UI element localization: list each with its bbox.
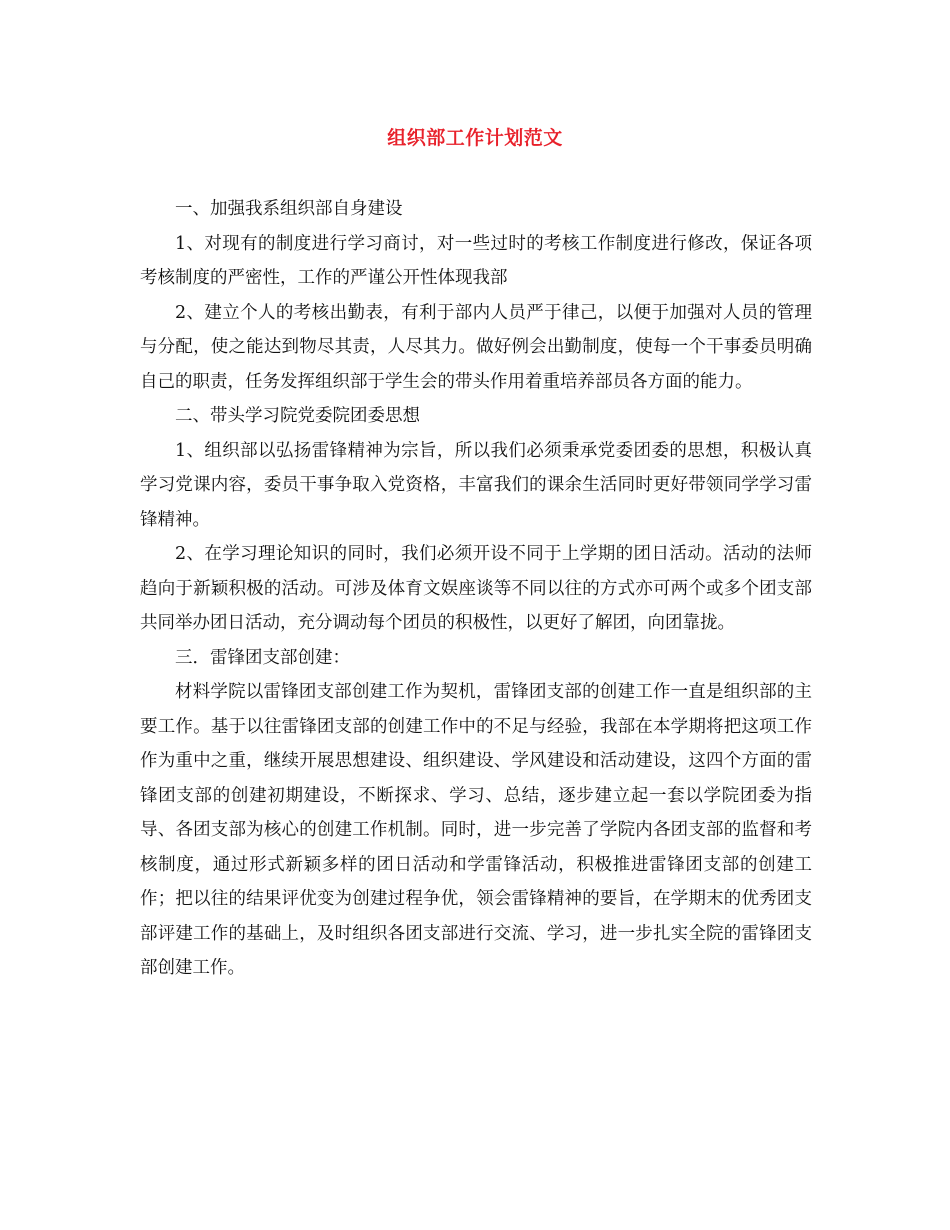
document-body bbox=[140, 192, 812, 986]
paragraph-1-1: 1、对现有的制度进行学习商讨，对一些过时的考核工作制度进行修改，保证各项考核制度的严密性，工作的严谨公开性体现我部 bbox=[140, 233, 812, 288]
heading-section-3: 三．雷锋团支部创建： bbox=[175, 647, 350, 668]
paragraph-2-2: 2、在学习理论知识的同时，我们必须开设不同于上学期的团日活动。活动的法师趋向于新颖积极的活动。可涉及体育文娱座谈等不同以往的方式亦可两个或多个团支部共同举办团日活动，充分调动每个团员的积极性，以更好了解团，向团靠拢。 bbox=[140, 544, 812, 633]
heading-section-2: 二、带头学习院党委院团委思想 bbox=[175, 406, 420, 426]
document-title: 组织部工作计划范文 bbox=[387, 127, 563, 149]
paragraph-1-2: 2、建立个人的考核出勤表，有利于部内人员严于律己，以便于加强对人员的管理与分配，使之能达到物尽其责，人尽其力。做好例会出勤制度，使每一个干事委员明确自己的职责，任务发挥组织部于学生会的带头作用着重培养部员各方面的能力。 bbox=[140, 302, 812, 392]
heading-section-1: 一、加强我系组织部自身建设 bbox=[175, 199, 403, 219]
paragraph-3-1: 材料学院以雷锋团支部创建工作为契机，雷锋团支部的创建工作一直是组织部的主要工作。基于以往雷锋团支部的创建工作中的不足与经验，我部在本学期将把这项工作作为重中之重，继续开展思想建设、组织建设、学风建设和活动建设，这四个方面的雷锋团支部的创建初期建设，不断探求、学习、总结，逐步建立起一套以学院团委为指导、各团支部为核心的创建工作机制。同时，进一步完善了学院内各团支部的监督和考核制度，通过形式新颖多样的团日活动和学雷锋活动，积极推进雷锋团支部的创建工作；把以往的结果评优变为创建过程争优，领会雷锋精神的要旨，在学期末的优秀团支部评建工作的基础上，及时组织各团支部进行交流、学习，进一步扎实全院的雷锋团支部创建工作。 bbox=[140, 682, 812, 978]
paragraph-2-1: 1、组织部以弘扬雷锋精神为宗旨，所以我们必须秉承党委团委的思想，积极认真学习党课内容，委员干事争取入党资格，丰富我们的课余生活同时更好带领同学学习雷锋精神。 bbox=[140, 440, 812, 530]
